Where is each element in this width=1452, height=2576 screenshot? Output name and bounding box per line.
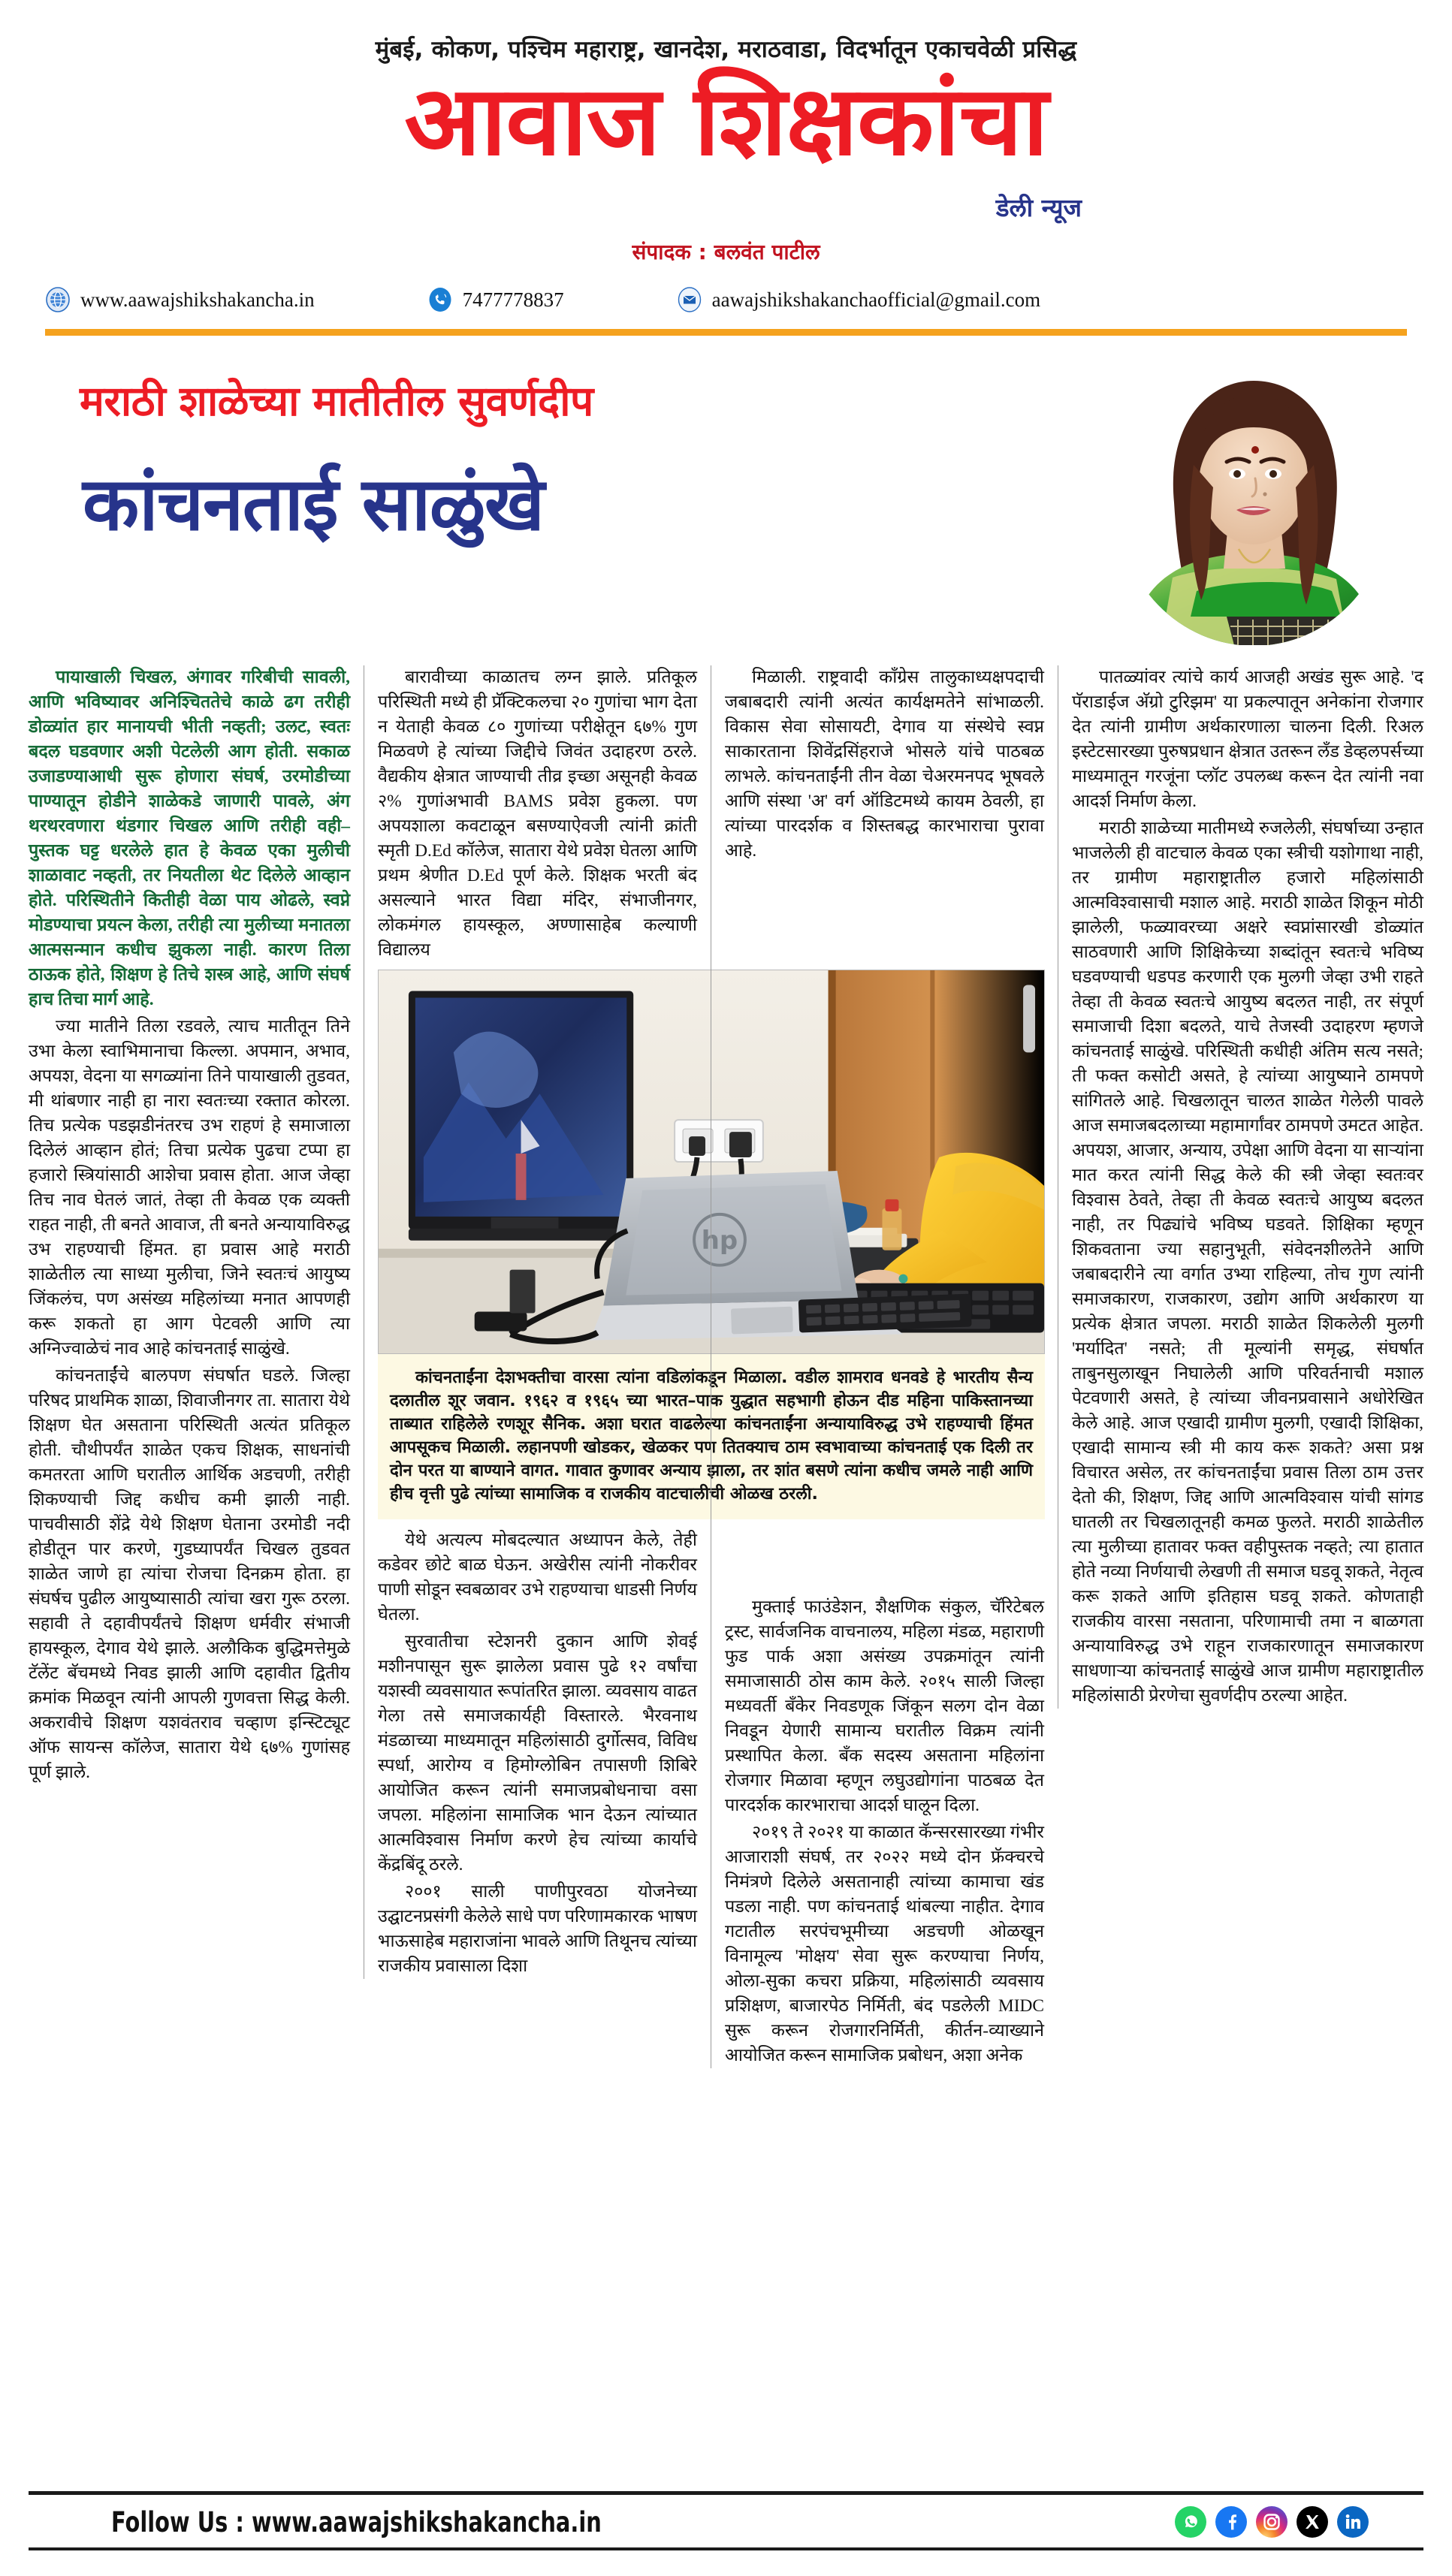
- paragraph: येथे अत्यल्प मोबदल्यात अध्यापन केले, तेही कडेवर छोटे बाळ घेऊन. अखेरीस त्यांनी नोकरीवर पाणी सोडून स्वबळावर उभे राहण्याचा धाडसी निर्णय घेतला.: [378, 1531, 697, 1624]
- paragraph: बारावीच्या काळातच लग्न झाले. प्रतिकूल परिस्थिती मध्ये ही प्रॅक्टिकलचा २० गुणांचा भाग देता न येताही केवळ ८० गुणांच्या परीक्षेतून ६७% गुण मिळवणे हे त्यांच्या जिद्दीचे जिवंत उदाहरण ठरले. वैद्यकीय क्षेत्रात जाण्याची तीव्र इच्छा असूनही केवळ २% गुणांअभावी BAMS प्रवेश हुकला. पण अपयशाला कवटाळून बसण्याऐवजी त्यांनी क्रांती स्मृती D.Ed कॉलेज, सातारा येथे प्रवेश घेतला आणि प्रथम श्रेणीत D.Ed पूर्ण केले. शिक्षक भरती बंद असल्याने भारत विद्या मंदिर, संभाजीनगर, लोकमंगल हायस्कूल, अण्णासाहेब कल्याणी विद्यालय: [378, 668, 697, 960]
- paragraph: मराठी शाळेच्या मातीमध्ये रुजलेली, संघर्षाच्या उन्हात भाजलेली ही वाटचाल केवळ एका स्त्रीची यशोगाथा नाही, तर ग्रामीण महाराष्ट्रातील हजारो महिलांसाठी आत्मविश्वासाची मशाल आहे. मराठी शाळेत शिकून मोठी झालेली, फळ्यावरच्या अक्षरे स्वप्नांसारखी डोळ्यांत साठवणारी आणि शिक्षिकेच्या शब्दांतून स्वतःचे भविष्य घडवण्याची धडपड करणारी एक मुलगी जेव्हा उभी राहते तेव्हा ती केवळ स्वतःचे आयुष्य बदलत नाही, तर संपूर्ण समाजाची दिशा बदलते, याचे तेजस्वी उदाहरण म्हणजे कांचनताई साळुंखे. परिस्थिती कधीही अंतिम सत्य नसते; ती फक्त कसोटी असते, हे त्यांच्या आयुष्याने ठामपणे सांगितले आहे. चिखलातून चालत शाळेत गेलेली पावले आज समाजबदलाच्या महामार्गांवर ठामपणे उमटत आहेत. अपयश, आजार, अन्याय, उपेक्षा आणि वेदना या साऱ्यांना मात करत त्यांनी सिद्ध केले की स्त्री जेव्हा स्वतःवर विश्वास ठेवते, तेव्हा ती केवळ स्वतःचे आयुष्य बदलत नाही, तर पिढ्यांचे भविष्य घडवते. शिक्षिका म्हणून शिकवताना ज्या सहानुभूती, संवेदनशीलतेने आणि जबाबदारीने त्या वर्गात उभ्या राहिल्या, तोच गुण त्यांनी समाजकारण, राजकारण, उद्योग आणि अर्थकारण या प्रत्येक क्षेत्रात जपला. मराठी शाळेत शिकलेली मुलगी 'मर्यादित' नसते; ती मूल्यांनी समृद्ध, संघर्षात ताबुनसुलाखून निघालेली आणि परिवर्तनाची मशाल पेटवणारी असते, हे त्यांच्या जीवनप्रवासाने अधोरेखित केले आहे. आज एखादी ग्रामीण मुलगी, एखादी शिक्षिका, एखादी सामान्य स्त्री मी काय करू शकते? असा प्रश्न विचारत असेल, तर कांचनताईंचा प्रवास तिला ठाम उत्तर देतो की, शिक्षण, जिद्द आणि आत्मविश्वास यांची सांगड घातली तर चिखलातूनही कमळ फुलते. मराठी शाळेतील त्या मुलीच्या हातावर फक्त वहीपुस्तक नव्हते; त्या हातात होते नव्या निर्णयाची लेखणी ती समाज घडवू शकते, नेतृत्व करू शकते आणि इतिहास घडवू शकते. कोणताही राजकीय वारसा नसताना, परिणामाची तमा न बाळगता अन्यायाविरुद्ध उभे राहून राजकारणातून समाजकारण साधणाऱ्या कांचनताई साळुंखे आज ग्रामीण महाराष्ट्रातील महिलांसाठी प्रेरणेचा सुवर्णदीप ठरल्या आहेत.: [1072, 819, 1423, 1706]
- contact-website[interactable]: [45, 287, 315, 312]
- x-twitter-icon[interactable]: [1296, 2505, 1329, 2538]
- paragraph: पातळ्यांवर त्यांचे कार्य आजही अखंड सुरू आहे. 'द पॅराडाईज अ‍ॅग्रो टुरिझम' या प्रकल्पातून अनेकांना रोजगार देत त्यांनी ग्रामीण अर्थकारणाला चालना दिली. रिअल इस्टेटसारख्या पुरुषप्रधान क्षेत्रात उतरून लँड डेव्हलपर्सच्या माध्यमातून गरजूंना प्लॉट उपलब्ध करून देत त्यांनी नवा आदर्श निर्माण केला.: [1072, 668, 1423, 811]
- article-columns: [29, 665, 1423, 2068]
- mail-icon: [677, 287, 702, 312]
- orange-divider: [45, 329, 1407, 336]
- paragraph: ज्या मातीने तिला रडवले, त्याच मातीतून तिने उभा केला स्वाभिमानाचा किल्ला. अपमान, अभाव, अपयश, वेदना या सगळ्यांना तिने पायाखाली तुडवत, मी थांबणार नाही हा नारा स्वतःच्या रक्तात कोरला. तिच प्रत्येक पडझडीनंतरच उभ राहणं हे समाजाला दिलेलं आव्हान होतं; तिचा प्रत्येक पुढचा टप्पा हा हजारो स्त्रियांसाठी आशेचा प्रवास होता. आज जेव्हा तिच नाव घेतलं जातं, तेव्हा ती केवळ एक व्यक्ती राहत नाही, ती बनते आवाज, ती बनते अन्यायाविरुद्ध उभ राहण्याची हिंमत. हा प्रवास आहे मराठी शाळेतील त्या साध्या मुलीचा, जिने स्वतःचं आयुष्य जिंकलंच, पण असंख्य महिलांच्या मनात आपणही करू शकतो हा आग पेटवली आणि त्या अग्निज्वाळेचं नाव आहे कांचनताई साळुंखे.: [29, 1017, 350, 1359]
- footer-bottom-rule: [29, 2547, 1423, 2550]
- masthead-tagline: मुंबई, कोकण, पश्चिम महाराष्ट्र, खानदेश, मराठवाडा, विदर्भातून एकाचवेळी प्रसिद्ध: [375, 36, 1077, 63]
- contact-email-text: aawajshikshakanchaofficial@gmail.com: [711, 288, 1041, 311]
- contact-bar: [29, 287, 1423, 312]
- social-links: [1174, 2505, 1369, 2538]
- contact-email[interactable]: [677, 287, 1040, 312]
- editor-line: संपादक : बलवंत पाटील: [632, 240, 820, 264]
- linkedin-icon[interactable]: [1336, 2505, 1369, 2538]
- footer: [29, 2491, 1423, 2550]
- headline-zone: [29, 352, 1423, 656]
- caption-text: कांचनताईंना देशभक्तीचा वारसा त्यांना वडिलांकडून मिळाला. वडील शामराव धनवडे हे भारतीय सैन्य दलातील शूर जवान. १९६२ व १९६५ च्या भारत–पाक युद्धात सहभागी होऊन दीड महिना पाकिस्तानच्या ताब्यात राहिलेले रणशूर सैनिक. अशा घरात वाढलेल्या कांचनताईंना अन्यायाविरुद्ध उभे राहण्याची हिंमत आपसूकच मिळाली. लहानपणी खोडकर, खेळकर पण तितक्याच ठाम स्वभावाच्या कांचनताई एक दिली तर दोन परत या बाण्याने वागत. गावात कुणावर अन्याय झाला, तर शांत बसणे त्यांना कधीच जमले नाही आणि हीच वृत्ती पुढे त्यांच्या सामाजिक व राजकीय वाटचालीची ओळख ठरली.: [390, 1368, 1033, 1504]
- paragraph: मिळाली. राष्ट्रवादी काँग्रेस तालुकाध्यक्षपदाची जबाबदारी त्यांनी अत्यंत कार्यक्षमतेने सांभाळली. विकास सेवा सोसायटी, देगाव या संस्थेचे स्वप्न साकारताना शिवेंद्रसिंहराजे भोसले यांचे पाठबळ लाभले. कांचनताईंनी तीन वेळा चेअरमनपद भूषवले आणि संस्था 'अ' वर्ग ऑडिटमध्ये कायम ठेवली, हा त्यांच्या पारदर्शक व शिस्तबद्ध कारभाराचा पुरावा आहे.: [725, 668, 1044, 861]
- paragraph: २००१ साली पाणीपुरवठा योजनेच्या उद्घाटनप्रसंगी केलेले साधे पण परिणामकारक भाषण भाऊसाहेब महाराजांना भावले आणि तिथूनच त्यांच्या राजकीय प्रवासाला दिशा: [378, 1882, 697, 1976]
- masthead-title-wrap: [29, 65, 1423, 222]
- follow-us-text: Follow Us : www.aawajshikshakancha.in: [111, 2505, 602, 2538]
- svg-text:hp: hp: [701, 1225, 738, 1255]
- paper-title: आवाज शिक्षकांचा: [404, 65, 1048, 177]
- paragraph: पायाखाली चिखल, अंगावर गरिबीची सावली, आणि भविष्यावर अनिश्चिततेचे काळे ढग तरीही डोळ्यांत हार मानायची भीती नव्हती; उलट, स्वतः बदल घडवणार अशी पेटलेली आग होती. सकाळ उजाडण्याआधी सुरू होणारा संघर्ष, उरमोडीच्या पाण्यातून होडीने शाळेकडे जाणारी पावले, अंग थरथरवणारा थंडगार चिखल आणि तरीही वही–पुस्तक घट्ट धरलेले हात हे केवळ एका मुलीची शाळावाट नव्हती, तर नियतीला थेट दिलेले आव्हान होते. परिस्थितीने कितीही वेळा पाय ओढले, स्वप्ने मोडण्याचा प्रयत्न केला, तरीही त्या मुलीच्या मनातला आत्मसन्मान कधीच झुकला नाही. कारण तिला ठाऊक होते, शिक्षण हे तिचे शस्त्र आहे, आणि संघर्ष हाच तिचा मार्ग आहे.: [29, 668, 350, 1009]
- portrait-photo: [1084, 352, 1423, 645]
- whatsapp-icon[interactable]: [1174, 2505, 1207, 2538]
- column-1: [29, 665, 364, 1785]
- article-kicker: मराठी शाळेच्या मातीतील सुवर्णदीप: [80, 377, 593, 425]
- phone-icon: [427, 287, 453, 312]
- paragraph: सुरवातीचा स्टेशनरी दुकान आणि शेवई मशीनपासून सुरू झालेला प्रवास पुढे १२ वर्षांचा यशस्वी व्यवसायात रूपांतरित झाला. व्यवसाय वाढत गेला तसे समाजकार्यही विस्तारले. भैरवनाथ मंडळाच्या माध्यमातून महिलांसाठी दुर्गोत्सव, विविध स्पर्धा, आरोग्य व हिमोग्लोबिन तपासणी शिबिरे आयोजित करून त्यांनी समाजप्रबोधनाचा वसा जपला. महिलांना सामाजिक भान देऊन त्यांच्यात आत्मविश्वास निर्माण करणे हेच त्यांच्या कार्याचे केंद्रबिंदू ठरले.: [378, 1632, 697, 1875]
- contact-phone[interactable]: [427, 287, 564, 312]
- contact-phone-text: 7477778837: [462, 288, 564, 311]
- paper-subtitle: डेली न्यूज: [995, 193, 1082, 222]
- masthead: [29, 0, 1423, 266]
- paragraph: मुक्ताई फाउंडेशन, शैक्षणिक संकुल, चॅरिटेबल ट्रस्ट, सार्वजनिक वाचनालय, महिला मंडळ, महाराणी फुड पार्क अशा असंख्य उपक्रमांतून त्यांनी समाजासाठी ठोस काम केले. २०१५ साली जिल्हा मध्यवर्ती बँकेर निवडणूक जिंकून सलग दोन वेळा निवडून येणारी सामान्य घरातील विक्रम त्यांनी प्रस्थापित केला. बँक सदस्य असताना महिलांना रोजगार मिळावा म्हणून लघुउद्योगांना पाठबळ देत पारदर्शक कारभाराचा आदर्श घालून दिला.: [725, 1597, 1044, 1815]
- paragraph: २०१९ ते २०२१ या काळात कॅन्सरसारख्या गंभीर आजाराशी संघर्ष, तर २०२२ मध्ये दोन फ्रॅक्चरचे निमंत्रणे दिलेले असतानाही त्यांच्या कामाचा खंड पडला नाही. पण कांचनताई थांबल्या नाहीत. देगाव गटातील सरपंचभूमीच्या अडचणी ओळखून विनामूल्य 'मोक्षय' सेवा सुरू करण्याचा निर्णय, ओला-सुका कचरा प्रक्रिया, महिलांसाठी व्यवसाय प्रशिक्षण, बाजारपेठ निर्मिती, बंद पडलेली MIDC सुरू करून रोजगारनिर्मिती, कीर्तन-व्याख्याने आयोजित करून सामाजिक प्रबोधन, अशा अनेक: [725, 1823, 1044, 2065]
- globe-icon: [45, 287, 71, 312]
- article-headline: कांचनताई साळुंखे: [83, 462, 544, 547]
- column-3: [711, 665, 1058, 2068]
- contact-website-text: www.aawajshikshakancha.in: [80, 288, 315, 311]
- facebook-icon[interactable]: [1215, 2505, 1248, 2538]
- instagram-icon[interactable]: [1255, 2505, 1288, 2538]
- column-4: [1058, 665, 1423, 1709]
- paragraph: कांचनताईंचे बालपण संघर्षात घडले. जिल्हा परिषद प्राथमिक शाळा, शिवाजीनगर ता. सातारा येथे शिक्षण घेत असताना परिस्थिती अत्यंत प्रतिकूल होती. चौथीपर्यंत शाळेत एकच शिक्षक, साधनांची कमतरता आणि घरातील आर्थिक अडचणी, तरीही शिकण्याची जिद्द कधीच कमी झाली नाही. पाचवीसाठी शेंद्रे येथे शिक्षण घेताना उरमोडी नदी होडीतून पार करणे, गुडघ्यापर्यंत चिखल तुडवत शाळेत जाणे हा त्यांचा रोजचा दिनक्रम होता. हा संघर्षच पुढील आयुष्यासाठी त्यांचा खरा गुरू ठरला. सहावी ते दहावीपर्यंतचे शिक्षण धर्मवीर संभाजी हायस्कूल, देगाव येथे झाले. अलौकिक बुद्धिमत्तेमुळे टॅलेंट बॅचमध्ये निवड झाली आणि दहावीत द्वितीय क्रमांक मिळवून त्यांनी आपली गुणवत्ता सिद्ध केली. अकरावीचे शिक्षण यशवंतराव चव्हाण इन्स्टिट्यूट ऑफ सायन्स कॉलेज, सातारा येथे ६७% गुणांसह पूर्ण झाले.: [29, 1366, 350, 1782]
